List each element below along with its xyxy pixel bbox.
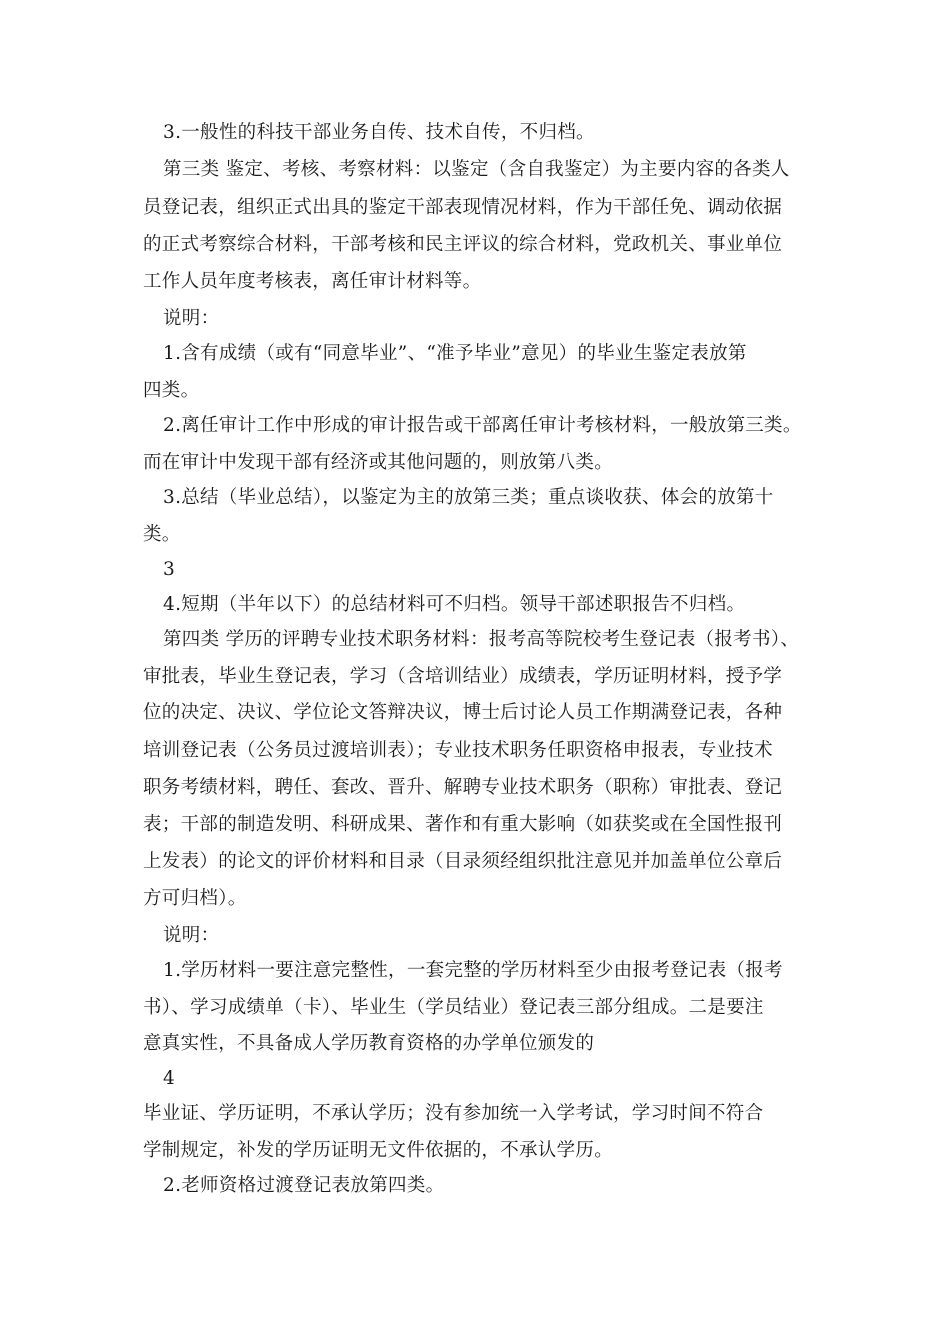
paragraph-line: 类。 [143, 524, 181, 545]
paragraph-line: 的正式考察综合材料，干部考核和民主评议的综合材料，党政机关、事业单位 [143, 234, 783, 255]
paragraph-line: 1.含有成绩（或有“同意毕业”、“准予毕业”意见）的毕业生鉴定表放第 [163, 343, 747, 364]
paragraph-line: 4.短期（半年以下）的总结材料可不归档。领导干部述职报告不归档。 [163, 594, 746, 615]
paragraph-line: 意真实性，不具备成人学历教育资格的办学单位颁发的 [143, 1033, 595, 1054]
paragraph-line: 而在审计中发现干部有经济或其他问题的，则放第八类。 [143, 452, 614, 473]
paragraph-line: 书）、学习成绩单（卡）、毕业生（学员结业）登记表三部分组成。二是要注 [143, 997, 764, 1018]
paragraph-line: 说明： [163, 925, 220, 946]
paragraph-line: 2.老师资格过渡登记表放第四类。 [163, 1175, 445, 1196]
paragraph-line: 3.总结（毕业总结），以鉴定为主的放第三类；重点谈收获、体会的放第十 [163, 487, 774, 508]
paragraph-line: 1.学历材料一要注意完整性，一套完整的学历材料至少由报考登记表（报考 [163, 960, 783, 981]
paragraph-line: 四类。 [143, 380, 200, 401]
paragraph-line: 工作人员年度考核表，离任审计材料等。 [143, 271, 482, 292]
paragraph-line: 3.一般性的科技干部业务自传、技术自传，不归档。 [163, 122, 595, 143]
paragraph-line: 方可归档）。 [143, 888, 247, 909]
paragraph-line: 2.离任审计工作中形成的审计报告或干部离任审计考核材料，一般放第三类。 [163, 415, 802, 436]
paragraph-line: 表；干部的制造发明、科研成果、著作和有重大影响（如获奖或在全国性报刊 [143, 814, 783, 835]
paragraph-line: 审批表，毕业生登记表，学习（含培训结业）成绩表，学历证明材料，授予学 [143, 666, 783, 687]
page-number: 4 [163, 1068, 176, 1089]
paragraph-line: 培训登记表（公务员过渡培训表）；专业技术职务任职资格申报表，专业技术 [143, 740, 773, 761]
paragraph-line: 第四类 学历的评聘专业技术职务材料：报考高等院校考生登记表（报考书）、 [163, 629, 800, 650]
paragraph-line: 毕业证、学历证明，不承认学历；没有参加统一入学考试，学习时间不符合 [143, 1103, 764, 1124]
paragraph-line: 职务考绩材料，聘任、套改、晋升、解聘专业技术职务（职称）审批表、登记 [143, 777, 783, 798]
paragraph-line: 位的决定、决议、学位论文答辩决议，博士后讨论人员工作期满登记表，各种 [143, 702, 783, 723]
page-number: 3 [163, 559, 176, 580]
paragraph-line: 第三类 鉴定、考核、考察材料：以鉴定（含自我鉴定）为主要内容的各类人 [163, 159, 790, 180]
paragraph-line: 学制规定，补发的学历证明无文件依据的，不承认学历。 [143, 1140, 614, 1161]
paragraph-line: 员登记表，组织正式出具的鉴定干部表现情况材料，作为干部任免、调动依据 [143, 197, 783, 218]
paragraph-line: 说明： [163, 308, 220, 329]
paragraph-line: 上发表）的论文的评价材料和目录（目录须经组织批注意见并加盖单位公章后 [143, 851, 783, 872]
